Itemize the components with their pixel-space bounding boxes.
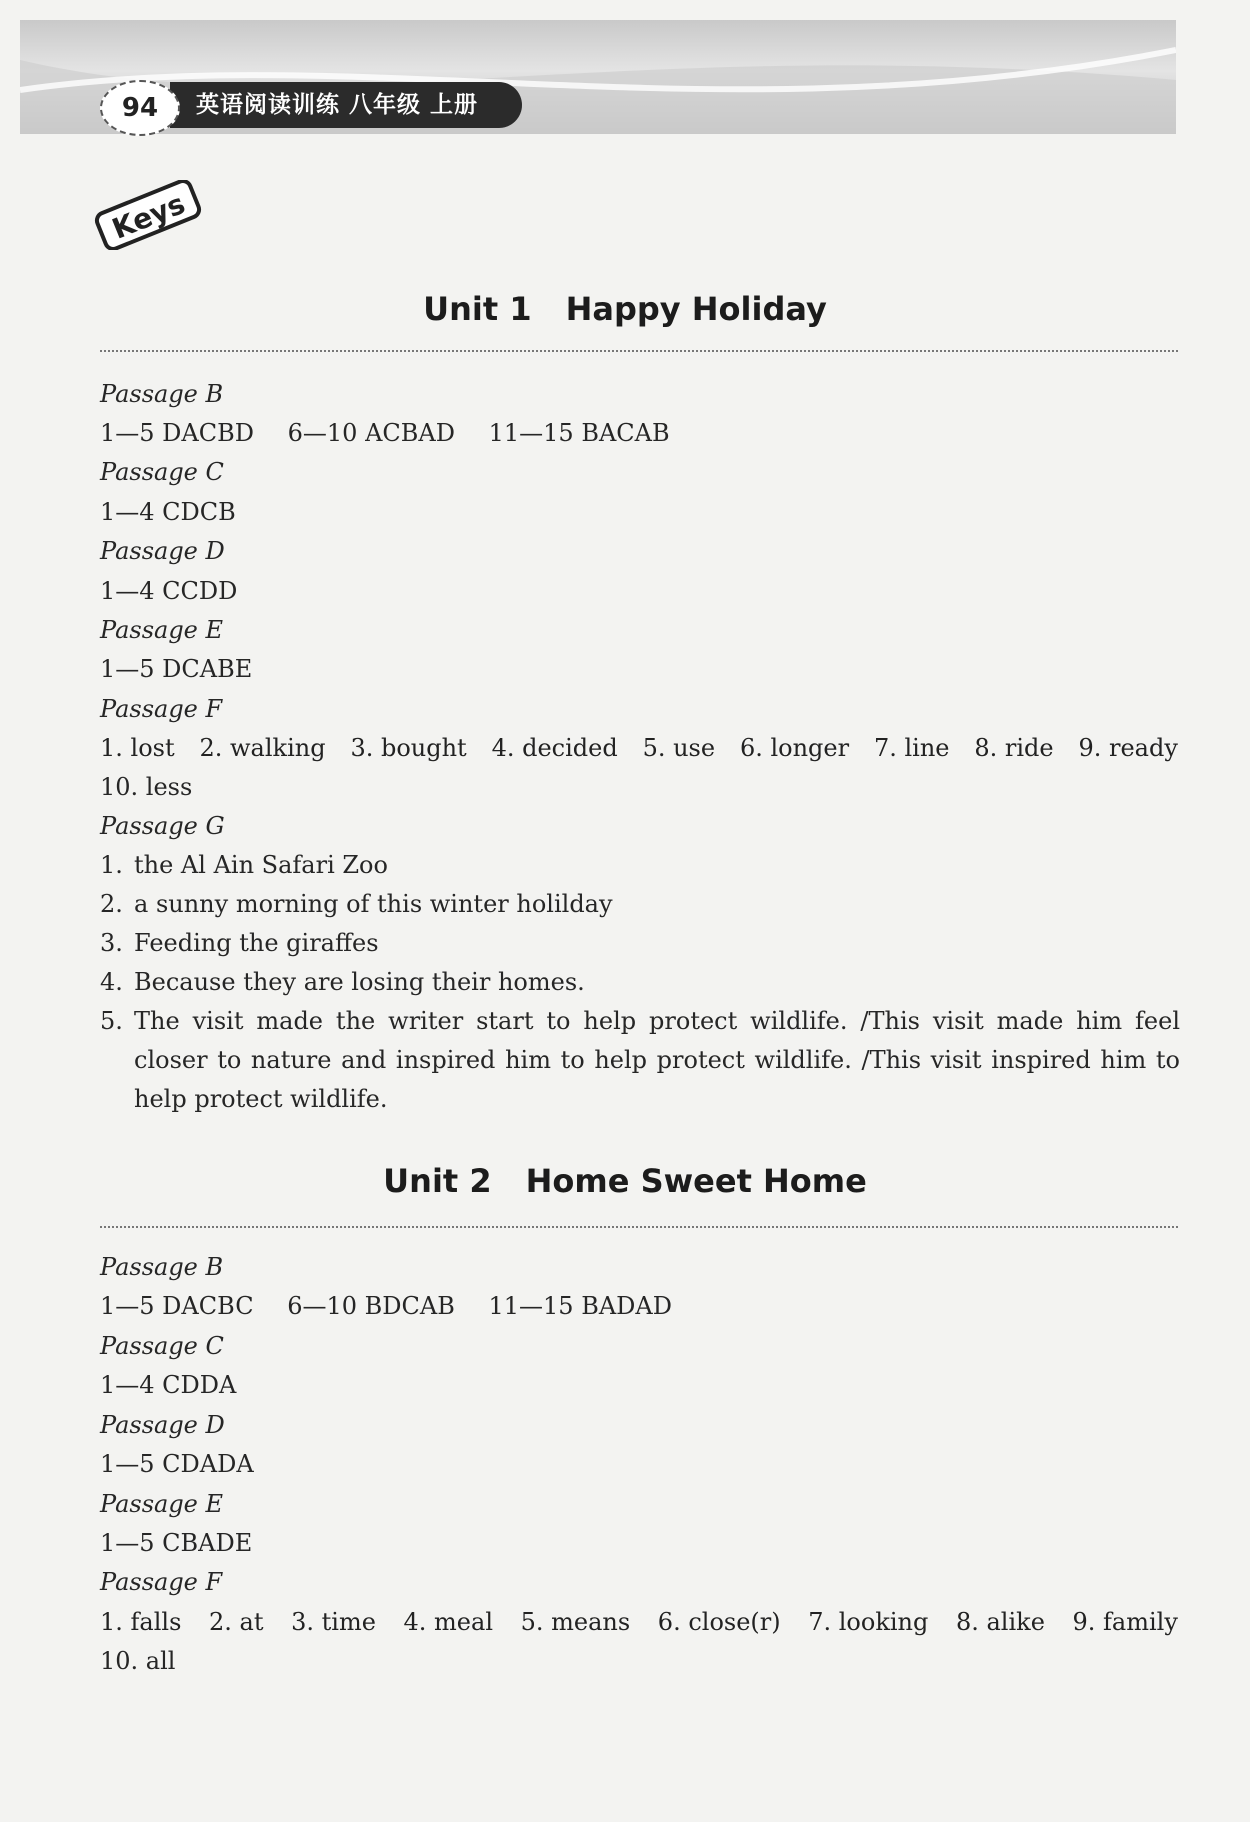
- fill-answer: 2. walking: [199, 734, 326, 762]
- fill-answer: 1. lost: [100, 734, 175, 762]
- unit-1-passage-e-label: Passage E: [100, 616, 224, 644]
- unit-2-passage-f-label: Passage F: [100, 1568, 223, 1596]
- fill-answer: 8. alike: [955, 1608, 1045, 1636]
- item-number: 1.: [100, 851, 123, 879]
- unit-1-passage-g-item: [100, 963, 1180, 1002]
- item-number: 4.: [100, 968, 123, 996]
- book-title: 英语阅读训练 八年级 上册: [170, 82, 522, 128]
- item-number: 5.: [100, 1007, 123, 1035]
- fill-answer: 9. ready: [1078, 734, 1178, 762]
- unit-2-passage-f-answers: [100, 1607, 1178, 1637]
- unit-1-number: Unit 1: [423, 290, 532, 328]
- unit-1-passage-f-answers: [100, 733, 1178, 763]
- unit-1-passage-f-label: Passage F: [100, 695, 223, 723]
- unit-1-passage-f-last: 10. less: [100, 773, 193, 801]
- unit-2-passage-e-label: Passage E: [100, 1490, 224, 1518]
- item-number: 2.: [100, 890, 123, 918]
- answer-group: 1—5 DACBC: [100, 1292, 254, 1320]
- fill-answer: 7. looking: [808, 1608, 929, 1636]
- unit-2-title: [0, 1162, 1250, 1200]
- unit-2-passage-d-label: Passage D: [100, 1411, 225, 1439]
- divider: [100, 350, 1178, 352]
- unit-2-passage-b-label: Passage B: [100, 1253, 224, 1281]
- keys-label: Keys: [107, 187, 190, 246]
- fill-answer: 6. longer: [739, 734, 850, 762]
- unit-1-passage-c-label: Passage C: [100, 458, 224, 486]
- item-text: a sunny morning of this winter holilday: [134, 890, 613, 918]
- fill-answer: 4. decided: [491, 734, 618, 762]
- unit-1-name: Happy Holiday: [565, 290, 827, 328]
- keys-badge: [92, 180, 204, 250]
- unit-2-name: Home Sweet Home: [525, 1162, 867, 1200]
- unit-1-passage-g-item: [100, 1002, 1180, 1119]
- fill-answer: 1. falls: [100, 1608, 182, 1636]
- unit-1-passage-b-label: Passage B: [100, 380, 224, 408]
- fill-answer: 5. use: [642, 734, 716, 762]
- divider: [100, 1226, 1178, 1228]
- answer-group: 6—10 ACBAD: [287, 419, 455, 447]
- item-text: Feeding the giraffes: [134, 929, 379, 957]
- unit-2-passage-c-label: Passage C: [100, 1332, 224, 1360]
- item-text: Because they are losing their homes.: [134, 968, 585, 996]
- fill-answer: 8. ride: [974, 734, 1054, 762]
- unit-1-passage-g-item: [100, 885, 1180, 924]
- fill-answer: 5. means: [520, 1608, 631, 1636]
- unit-1-passage-g-item: [100, 924, 1180, 963]
- item-text: The visit made the writer start to help protect wildlife. /This visit made him feel closer to nature and inspired him to help protect wildlife. /This visit inspired him to help protect wildlife.: [134, 1007, 1180, 1113]
- fill-answer: 3. bought: [350, 734, 467, 762]
- unit-2-passage-b-answers: [100, 1291, 672, 1321]
- answer-group: 6—10 BDCAB: [287, 1292, 455, 1320]
- unit-1-passage-g-item: [100, 846, 1180, 885]
- unit-1-title: [0, 290, 1250, 328]
- unit-1-passage-d-label: Passage D: [100, 537, 225, 565]
- page-number: 94: [100, 80, 180, 136]
- fill-answer: 2. at: [209, 1608, 264, 1636]
- unit-1-passage-d-answers: 1—4 CCDD: [100, 577, 238, 605]
- unit-1-passage-b-answers: [100, 418, 670, 448]
- unit-2-passage-f-last: 10. all: [100, 1647, 176, 1675]
- unit-1-passage-c-answers: 1—4 CDCB: [100, 498, 236, 526]
- fill-answer: 6. close(r): [657, 1608, 781, 1636]
- unit-2-passage-d-answers: 1—5 CDADA: [100, 1450, 254, 1478]
- fill-answer: 7. line: [873, 734, 950, 762]
- unit-1-passage-e-answers: 1—5 DCABE: [100, 655, 253, 683]
- fill-answer: 4. meal: [403, 1608, 493, 1636]
- unit-1-passage-g-label: Passage G: [100, 812, 225, 840]
- answer-group: 11—15 BACAB: [488, 419, 670, 447]
- unit-2-passage-c-answers: 1—4 CDDA: [100, 1371, 237, 1399]
- unit-2-passage-e-answers: 1—5 CBADE: [100, 1529, 253, 1557]
- fill-answer: 3. time: [291, 1608, 376, 1636]
- fill-answer: 9. family: [1072, 1608, 1178, 1636]
- unit-2-number: Unit 2: [383, 1162, 492, 1200]
- answer-group: 1—5 DACBD: [100, 419, 254, 447]
- answer-group: 11—15 BADAD: [488, 1292, 672, 1320]
- item-number: 3.: [100, 929, 123, 957]
- item-text: the Al Ain Safari Zoo: [134, 851, 388, 879]
